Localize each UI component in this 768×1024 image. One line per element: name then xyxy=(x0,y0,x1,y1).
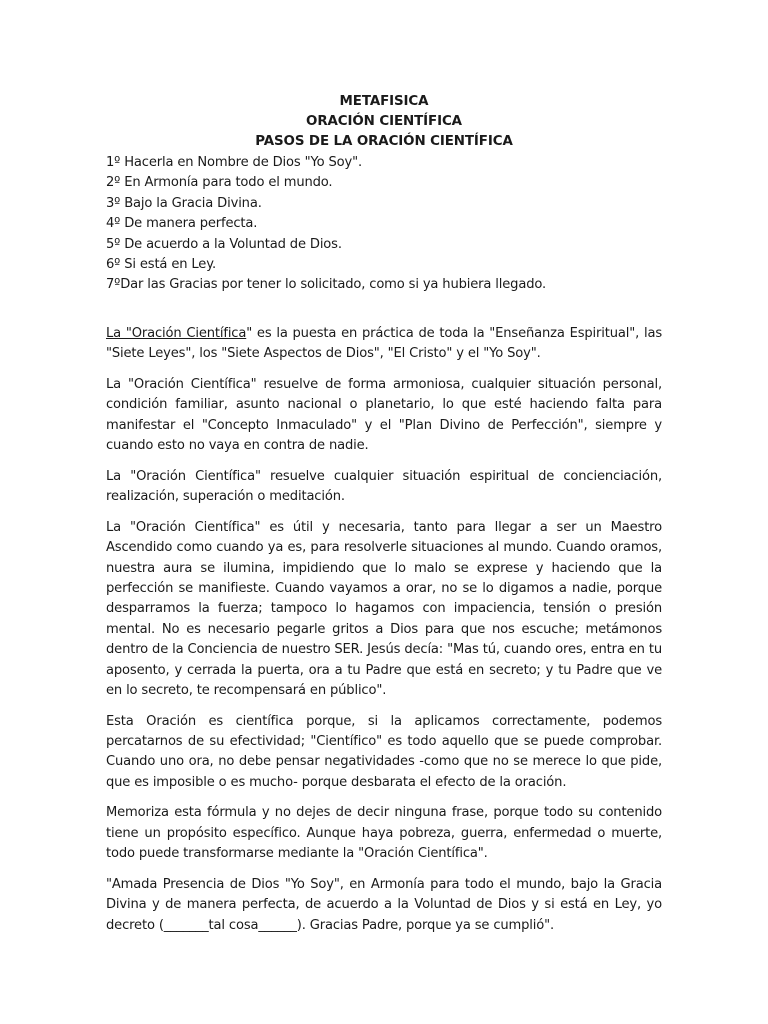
underlined-term: La "Oración Científica xyxy=(106,326,247,341)
document-title: METAFISICA xyxy=(339,94,429,109)
section-heading: PASOS DE LA ORACIÓN CIENTÍFICA xyxy=(255,134,513,149)
document-subtitle: ORACIÓN CIENTÍFICA xyxy=(306,114,462,129)
paragraph: Memoriza esta fórmula y no dejes de decir ninguna frase, porque todo su contenido tiene un propósito específico. Aunque haya pobreza, guerra, enfermedad o muerte, todo puede transformarse mediante la "Oración Científica". xyxy=(106,805,662,862)
paragraph: Esta Oración es científica porque, si la aplicamos correctamente, podemos percatarnos de su efectividad; "Científico" es todo aquello que se puede comprobar. Cuando uno ora, no debe pensar negatividades -como que no se merece lo que pide, que es imposible o es mucho- porque desbarata el efecto de la oración. xyxy=(106,713,662,790)
step-item: 7ºDar las Gracias por tener lo solicitado, como si ya hubiera llegado. xyxy=(106,277,547,293)
step-item: 5º De acuerdo a la Voluntad de Dios. xyxy=(106,236,342,252)
step-item: 4º De manera perfecta. xyxy=(106,216,258,232)
paragraph-text: " es la puesta en práctica de toda la "Enseñanza Espiritual", las "Siete Leyes", los "Siete Aspectos de Dios", "El Cristo" y el "Yo Soy". xyxy=(106,326,662,362)
paragraph: La "Oración Científica" resuelve cualquier situación espiritual de concienciación, realización, superación o meditación. xyxy=(106,468,662,505)
prayer-formula: "Amada Presencia de Dios "Yo Soy", en Armonía para todo el mundo, bajo la Gracia Divina y de manera perfecta, de acuerdo a la Voluntad de Dios y si está en Ley, yo decreto (_______tal cosa______). Gracias Padre, porque ya se cumplió". xyxy=(106,876,662,933)
paragraph: La "Oración Científica" resuelve de forma armoniosa, cualquier situación personal, condición familiar, asunto nacional o planetario, lo que esté haciendo falta para manifestar el "Concepto Inmaculado" y el "Plan Divino de Perfección", siempre y cuando esto no vaya en contra de nadie. xyxy=(106,377,662,454)
paragraph xyxy=(106,324,662,365)
step-item: 6º Si está en Ley. xyxy=(106,257,216,273)
steps-list xyxy=(106,153,666,296)
step-item: 2º En Armonía para todo el mundo. xyxy=(106,175,333,191)
body-text xyxy=(106,324,662,946)
step-item: 3º Bajo la Gracia Divina. xyxy=(106,195,262,211)
paragraph: La "Oración Científica" es útil y necesaria, tanto para llegar a ser un Maestro Ascendido como cuando ya es, para resolverle situaciones al mundo. Cuando oramos, nuestra aura se ilumina, impidiendo que lo malo se exprese y haciendo que la perfección se manifieste. Cuando vayamos a orar, no se lo digamos a nadie, porque desparramos la fuerza; tampoco lo hagamos con impaciencia, tensión o presión mental. No es necesario pegarle gritos a Dios para que nos escuche; metámonos dentro de la Conciencia de nuestro SER. Jesús decía: "Mas tú, cuando ores, entra en tu aposento, y cerrada la puerta, ora a tu Padre que está en secreto; y tu Padre que ve en lo secreto, te recompensará en público". xyxy=(106,519,662,699)
step-item: 1º Hacerla en Nombre de Dios "Yo Soy". xyxy=(106,155,362,170)
document-header xyxy=(0,92,768,152)
